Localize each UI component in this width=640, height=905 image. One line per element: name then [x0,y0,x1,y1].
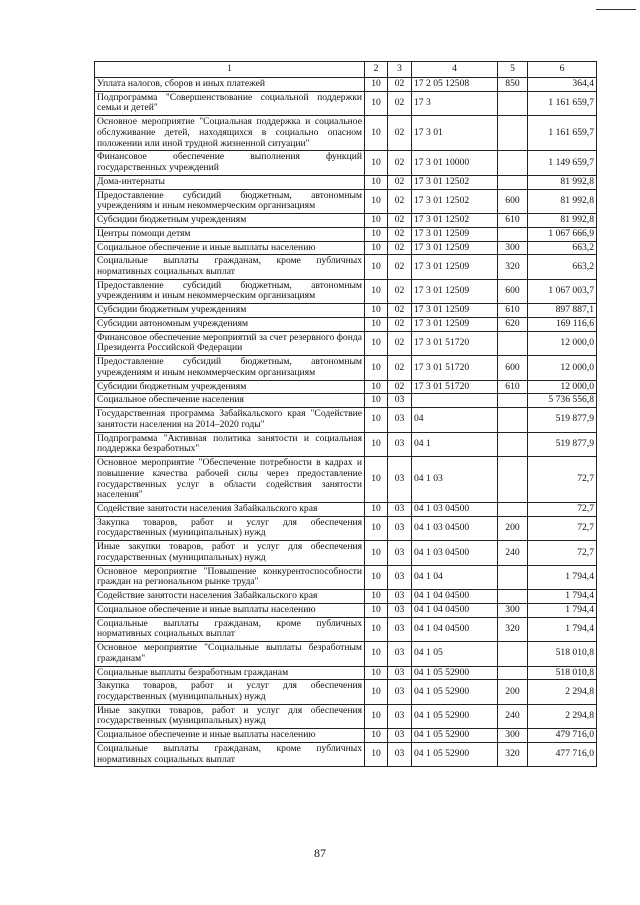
row-name: Предоставление субсидий бюджетным, автономным учреждениям и иным некоммерческим организациям [95,279,365,303]
row-name: Иные закупки товаров, работ и услуг для обеспечения государственных (муниципальных) нужд [95,704,365,728]
table-row [95,603,597,617]
row-expense-type: 600 [498,279,528,303]
row-target-article: 17 3 [412,91,498,115]
table-body [95,78,597,767]
row-amount: 364,4 [528,78,597,92]
row-subsection: 03 [388,680,412,704]
row-amount: 1 067 666,9 [528,227,597,241]
row-subsection: 03 [388,541,412,565]
row-section: 10 [365,356,388,380]
row-expense-type: 320 [498,742,528,766]
row-expense-type: 620 [498,317,528,331]
row-expense-type: 320 [498,255,528,279]
row-amount: 12 000,0 [528,331,597,355]
row-subsection: 03 [388,729,412,743]
row-expense-type: 240 [498,704,528,728]
row-expense-type [498,565,528,589]
row-section: 10 [365,380,388,394]
row-target-article: 04 1 05 52900 [412,742,498,766]
row-expense-type [498,227,528,241]
row-target-article: 17 3 01 12509 [412,255,498,279]
row-name: Дома-интернаты [95,175,365,189]
row-expense-type: 300 [498,603,528,617]
table-row [95,304,597,318]
row-subsection: 02 [388,331,412,355]
row-subsection: 03 [388,603,412,617]
row-subsection: 02 [388,151,412,175]
row-amount: 72,7 [528,502,597,516]
row-section: 10 [365,432,388,456]
header-row [95,62,597,78]
row-section: 10 [365,704,388,728]
table-row [95,666,597,680]
row-target-article: 04 1 03 04500 [412,516,498,540]
row-amount: 1 794,4 [528,617,597,641]
table-row [95,331,597,355]
row-target-article: 17 3 01 10000 [412,151,498,175]
row-amount: 479 716,0 [528,729,597,743]
row-target-article: 17 3 01 51720 [412,380,498,394]
row-amount: 2 294,8 [528,680,597,704]
table-row [95,516,597,540]
row-target-article: 04 1 03 [412,457,498,503]
row-expense-type: 600 [498,189,528,213]
table-row [95,742,597,766]
row-section: 10 [365,680,388,704]
row-target-article: 04 1 04 [412,565,498,589]
row-name: Социальное обеспечение и иные выплаты населению [95,603,365,617]
row-target-article: 17 3 01 [412,116,498,151]
row-name: Основное мероприятие "Социальная поддержка и социальное обслуживание детей, находящихся в социально опасном положении или иной трудной жизненной ситуации" [95,116,365,151]
row-expense-type [498,116,528,151]
row-subsection: 03 [388,457,412,503]
row-expense-type: 320 [498,617,528,641]
top-rule [596,9,636,10]
row-subsection: 02 [388,241,412,255]
row-name: Социальное обеспечение населения [95,394,365,408]
table-row [95,279,597,303]
table-row [95,189,597,213]
row-amount: 72,7 [528,541,597,565]
row-expense-type: 610 [498,380,528,394]
row-subsection: 03 [388,704,412,728]
row-name: Основное мероприятие "Обеспечение потребности в кадрах и повышение качества рабочей силы через предоставление государственных услуг в области содействия занятости населения" [95,457,365,503]
row-section: 10 [365,255,388,279]
row-subsection: 02 [388,214,412,228]
row-section: 10 [365,565,388,589]
row-name: Социальное обеспечение и иные выплаты населению [95,241,365,255]
row-amount: 1 161 659,7 [528,116,597,151]
table-row [95,704,597,728]
row-section: 10 [365,317,388,331]
row-subsection: 03 [388,742,412,766]
row-name: Иные закупки товаров, работ и услуг для обеспечения государственных (муниципальных) нужд [95,541,365,565]
row-name: Основное мероприятие "Повышение конкурентоспособности граждан на региональном рынке труда" [95,565,365,589]
row-expense-type [498,151,528,175]
table-row [95,317,597,331]
row-subsection: 03 [388,666,412,680]
row-amount: 897 887,1 [528,304,597,318]
row-target-article: 04 1 04 04500 [412,590,498,604]
row-expense-type [498,666,528,680]
row-section: 10 [365,642,388,666]
row-section: 10 [365,279,388,303]
table-row [95,227,597,241]
row-subsection: 02 [388,78,412,92]
row-target-article: 17 3 01 12509 [412,227,498,241]
row-subsection: 02 [388,255,412,279]
header-col-subsection: 3 [388,62,412,78]
row-target-article: 04 1 05 52900 [412,704,498,728]
header-col-section: 2 [365,62,388,78]
budget-table [94,61,597,767]
table-row [95,394,597,408]
row-section: 10 [365,331,388,355]
row-section: 10 [365,175,388,189]
row-expense-type [498,502,528,516]
row-target-article: 04 1 05 [412,642,498,666]
row-name: Основное мероприятие "Социальные выплаты безработным гражданам" [95,642,365,666]
row-name: Содействие занятости населения Забайкальского края [95,590,365,604]
row-section: 10 [365,241,388,255]
row-target-article: 17 3 01 12502 [412,214,498,228]
row-name: Уплата налогов, сборов и иных платежей [95,78,365,92]
table-row [95,457,597,503]
row-name: Социальные выплаты гражданам, кроме публичных нормативных социальных выплат [95,255,365,279]
row-amount: 663,2 [528,241,597,255]
row-expense-type [498,590,528,604]
row-target-article: 04 1 03 04500 [412,502,498,516]
row-section: 10 [365,78,388,92]
row-name: Социальные выплаты гражданам, кроме публичных нормативных социальных выплат [95,617,365,641]
row-expense-type: 300 [498,729,528,743]
table-row [95,590,597,604]
table-row [95,214,597,228]
table-row [95,565,597,589]
row-name: Финансовое обеспечение выполнения функций государственных учреждений [95,151,365,175]
row-name: Социальное обеспечение и иные выплаты населению [95,729,365,743]
row-expense-type: 610 [498,304,528,318]
row-subsection: 02 [388,189,412,213]
row-subsection: 03 [388,516,412,540]
row-target-article: 04 1 05 52900 [412,729,498,743]
row-target-article: 04 1 [412,432,498,456]
row-amount: 518 010,8 [528,666,597,680]
row-target-article: 04 [412,408,498,432]
row-name: Субсидии автономным учреждениям [95,317,365,331]
row-amount: 1 794,4 [528,565,597,589]
table-row [95,502,597,516]
row-section: 10 [365,214,388,228]
table-row [95,729,597,743]
row-subsection: 03 [388,394,412,408]
row-amount: 72,7 [528,516,597,540]
row-name: Субсидии бюджетным учреждениям [95,304,365,318]
row-amount: 72,7 [528,457,597,503]
row-subsection: 02 [388,304,412,318]
row-target-article: 04 1 05 52900 [412,666,498,680]
row-subsection: 03 [388,408,412,432]
table-row [95,116,597,151]
row-amount: 1 161 659,7 [528,91,597,115]
row-name: Предоставление субсидий бюджетным, автономным учреждениям и иным некоммерческим организациям [95,356,365,380]
row-amount: 5 736 556,8 [528,394,597,408]
row-target-article: 04 1 04 04500 [412,603,498,617]
row-expense-type [498,457,528,503]
row-name: Социальные выплаты безработным гражданам [95,666,365,680]
row-amount: 519 877,9 [528,408,597,432]
row-amount: 81 992,8 [528,214,597,228]
row-subsection: 02 [388,116,412,151]
row-section: 10 [365,116,388,151]
row-target-article: 17 3 01 51720 [412,331,498,355]
header-col-name: 1 [95,62,365,78]
row-target-article: 17 3 01 12509 [412,304,498,318]
table-row [95,175,597,189]
table-row [95,91,597,115]
row-subsection: 02 [388,279,412,303]
row-target-article: 17 2 05 12508 [412,78,498,92]
row-section: 10 [365,227,388,241]
row-subsection: 03 [388,590,412,604]
row-section: 10 [365,541,388,565]
row-section: 10 [365,617,388,641]
row-amount: 12 000,0 [528,380,597,394]
row-amount: 477 716,0 [528,742,597,766]
row-subsection: 02 [388,91,412,115]
row-section: 10 [365,189,388,213]
table-row [95,255,597,279]
row-expense-type: 200 [498,516,528,540]
row-expense-type [498,394,528,408]
row-section: 10 [365,516,388,540]
row-subsection: 03 [388,432,412,456]
row-subsection: 02 [388,380,412,394]
row-name: Подпрограмма "Активная политика занятости и социальная поддержка безработных" [95,432,365,456]
row-amount: 1 067 003,7 [528,279,597,303]
header-col-expense-type: 5 [498,62,528,78]
table-row [95,241,597,255]
row-amount: 12 000,0 [528,356,597,380]
table-row [95,151,597,175]
row-amount: 518 010,8 [528,642,597,666]
row-subsection: 03 [388,565,412,589]
row-expense-type [498,642,528,666]
row-target-article [412,394,498,408]
row-name: Государственная программа Забайкальского края "Содействие занятости населения на 2014–2020 годы" [95,408,365,432]
row-name: Социальные выплаты гражданам, кроме публичных нормативных социальных выплат [95,742,365,766]
row-section: 10 [365,742,388,766]
row-target-article: 17 3 01 12502 [412,189,498,213]
row-section: 10 [365,666,388,680]
row-subsection: 03 [388,617,412,641]
table-row [95,541,597,565]
table-row [95,78,597,92]
row-target-article: 04 1 05 52900 [412,680,498,704]
row-section: 10 [365,394,388,408]
row-name: Финансовое обеспечение мероприятий за счет резервного фонда Президента Российской Федерации [95,331,365,355]
row-subsection: 02 [388,227,412,241]
row-amount: 1 149 659,7 [528,151,597,175]
row-expense-type [498,91,528,115]
row-name: Подпрограмма "Совершенствование социальной поддержки семьи и детей" [95,91,365,115]
table-row [95,432,597,456]
row-name: Центры помощи детям [95,227,365,241]
row-name: Закупка товаров, работ и услуг для обеспечения государственных (муниципальных) нужд [95,680,365,704]
row-target-article: 17 3 01 12509 [412,279,498,303]
row-target-article: 17 3 01 51720 [412,356,498,380]
row-target-article: 17 3 01 12509 [412,241,498,255]
row-target-article: 17 3 01 12502 [412,175,498,189]
row-name: Субсидии бюджетным учреждениям [95,380,365,394]
row-amount: 81 992,8 [528,175,597,189]
row-amount: 2 294,8 [528,704,597,728]
row-subsection: 03 [388,642,412,666]
row-section: 10 [365,603,388,617]
table-row [95,680,597,704]
row-name: Содействие занятости населения Забайкальского края [95,502,365,516]
row-subsection: 02 [388,175,412,189]
table-row [95,642,597,666]
row-amount: 169 116,6 [528,317,597,331]
row-expense-type [498,331,528,355]
row-amount: 663,2 [528,255,597,279]
row-amount: 1 794,4 [528,603,597,617]
row-expense-type [498,432,528,456]
row-name: Предоставление субсидий бюджетным, автономным учреждениям и иным некоммерческим организациям [95,189,365,213]
row-section: 10 [365,151,388,175]
row-amount: 81 992,8 [528,189,597,213]
row-subsection: 03 [388,502,412,516]
row-name: Субсидии бюджетным учреждениям [95,214,365,228]
row-expense-type [498,408,528,432]
header-col-target-article: 4 [412,62,498,78]
row-amount: 519 877,9 [528,432,597,456]
table-row [95,408,597,432]
table-row [95,356,597,380]
row-expense-type: 610 [498,214,528,228]
row-expense-type: 240 [498,541,528,565]
row-section: 10 [365,91,388,115]
row-target-article: 17 3 01 12509 [412,317,498,331]
row-section: 10 [365,304,388,318]
row-expense-type: 200 [498,680,528,704]
row-section: 10 [365,457,388,503]
row-amount: 1 794,4 [528,590,597,604]
row-target-article: 04 1 03 04500 [412,541,498,565]
table-row [95,617,597,641]
row-expense-type: 300 [498,241,528,255]
row-expense-type: 600 [498,356,528,380]
row-target-article: 04 1 04 04500 [412,617,498,641]
table-row [95,380,597,394]
row-subsection: 02 [388,317,412,331]
row-subsection: 02 [388,356,412,380]
row-name: Закупка товаров, работ и услуг для обеспечения государственных (муниципальных) нужд [95,516,365,540]
row-expense-type: 850 [498,78,528,92]
header-col-amount: 6 [528,62,597,78]
page-number: 87 [314,846,326,860]
row-section: 10 [365,502,388,516]
row-section: 10 [365,729,388,743]
row-section: 10 [365,408,388,432]
row-expense-type [498,175,528,189]
row-section: 10 [365,590,388,604]
